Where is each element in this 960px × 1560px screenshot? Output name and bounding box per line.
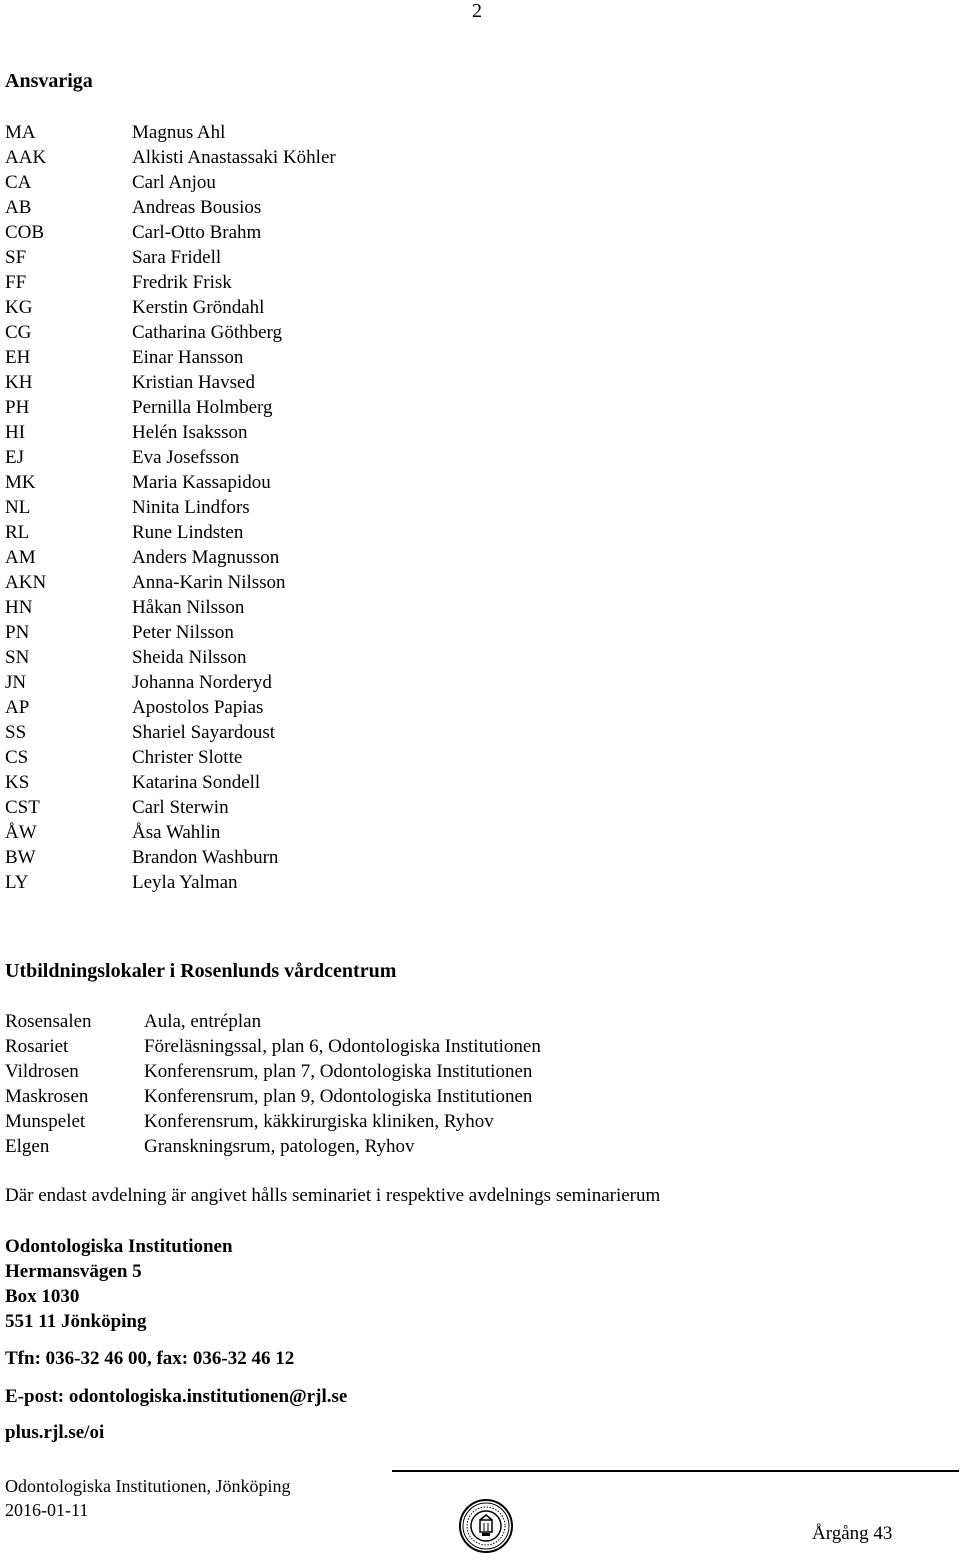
room-row (5, 1009, 541, 1034)
responsible-name: Maria Kassapidou (132, 472, 271, 493)
responsible-code: LY (5, 872, 29, 893)
responsible-row (5, 345, 336, 370)
room-place: Aula, entréplan (144, 1011, 262, 1032)
responsible-row (5, 370, 336, 395)
room-name: Munspelet (5, 1111, 86, 1132)
room-place: Konferensrum, plan 7, Odontologiska Institutionen (144, 1061, 533, 1082)
responsible-row (5, 720, 336, 745)
responsible-row (5, 445, 336, 470)
responsible-code: FF (5, 272, 27, 293)
responsible-row (5, 270, 336, 295)
contact-street: Hermansvägen 5 (5, 1261, 142, 1282)
responsible-name: Peter Nilsson (132, 622, 234, 643)
responsible-row (5, 870, 336, 895)
responsible-row (5, 820, 336, 845)
responsible-row (5, 220, 336, 245)
rooms-list (5, 1009, 541, 1159)
responsible-code: PN (5, 622, 30, 643)
responsible-name: Carl Sterwin (132, 797, 229, 818)
responsible-code: EH (5, 347, 31, 368)
responsible-name: Apostolos Papias (132, 697, 264, 718)
responsible-code: COB (5, 222, 45, 243)
responsible-code: HN (5, 597, 33, 618)
responsible-name: Shariel Sayardoust (132, 722, 276, 743)
responsible-row (5, 595, 336, 620)
responsible-name: Brandon Washburn (132, 847, 279, 868)
responsible-code: HI (5, 422, 26, 443)
responsible-code: KH (5, 372, 33, 393)
responsible-row (5, 620, 336, 645)
room-row (5, 1034, 541, 1059)
institution-seal-icon (458, 1498, 514, 1554)
responsible-name: Eva Josefsson (132, 447, 240, 468)
responsible-code: CS (5, 747, 29, 768)
room-place: Föreläsningssal, plan 6, Odontologiska Institutionen (144, 1036, 541, 1057)
contact-phone: Tfn: 036-32 46 00, fax: 036-32 46 12 (5, 1348, 295, 1369)
ansvariga-list (5, 120, 336, 895)
responsible-code: KG (5, 297, 33, 318)
responsible-name: Helén Isaksson (132, 422, 248, 443)
responsible-name: Einar Hansson (132, 347, 244, 368)
footer-org: Odontologiska Institutionen, Jönköping (5, 1476, 291, 1496)
responsible-row (5, 570, 336, 595)
responsible-row (5, 195, 336, 220)
responsible-code: EJ (5, 447, 24, 468)
responsible-name: Katarina Sondell (132, 772, 261, 793)
room-row (5, 1109, 541, 1134)
responsible-name: Fredrik Frisk (132, 272, 232, 293)
ansvariga-heading: Ansvariga (5, 70, 93, 92)
responsible-row (5, 845, 336, 870)
responsible-code: AB (5, 197, 32, 218)
responsible-name: Andreas Bousios (132, 197, 262, 218)
responsible-name: Kerstin Gröndahl (132, 297, 265, 318)
room-name: Rosariet (5, 1036, 69, 1057)
seminar-note: Där endast avdelning är angivet hålls seminariet i respektive avdelnings seminarierum (5, 1185, 661, 1206)
room-place: Granskningsrum, patologen, Ryhov (144, 1136, 415, 1157)
responsible-name: Pernilla Holmberg (132, 397, 273, 418)
responsible-name: Leyla Yalman (132, 872, 238, 893)
responsible-name: Kristian Havsed (132, 372, 255, 393)
responsible-row (5, 145, 336, 170)
responsible-name: Alkisti Anastassaki Köhler (132, 147, 336, 168)
responsible-row (5, 170, 336, 195)
responsible-name: Åsa Wahlin (132, 822, 221, 843)
room-name: Rosensalen (5, 1011, 92, 1032)
responsible-name: Sara Fridell (132, 247, 222, 268)
responsible-row (5, 420, 336, 445)
responsible-code: CA (5, 172, 32, 193)
responsible-name: Håkan Nilsson (132, 597, 245, 618)
room-place: Konferensrum, plan 9, Odontologiska Institutionen (144, 1086, 533, 1107)
responsible-row (5, 695, 336, 720)
responsible-code: ÅW (5, 822, 37, 843)
page-number: 2 (472, 0, 482, 22)
responsible-row (5, 470, 336, 495)
responsible-row (5, 670, 336, 695)
room-row (5, 1059, 541, 1084)
responsible-name: Sheida Nilsson (132, 647, 247, 668)
responsible-code: AM (5, 547, 36, 568)
responsible-code: MK (5, 472, 36, 493)
responsible-name: Catharina Göthberg (132, 322, 283, 343)
responsible-name: Christer Slotte (132, 747, 243, 768)
responsible-name: Ninita Lindfors (132, 497, 250, 518)
responsible-code: RL (5, 522, 30, 543)
responsible-name: Carl-Otto Brahm (132, 222, 262, 243)
responsible-name: Carl Anjou (132, 172, 216, 193)
responsible-code: AAK (5, 147, 47, 168)
room-row (5, 1134, 541, 1159)
room-name: Elgen (5, 1136, 50, 1157)
responsible-name: Johanna Norderyd (132, 672, 272, 693)
responsible-code: JN (5, 672, 27, 693)
contact-institution: Odontologiska Institutionen (5, 1236, 233, 1257)
responsible-code: AKN (5, 572, 47, 593)
responsible-code: NL (5, 497, 31, 518)
responsible-code: BW (5, 847, 36, 868)
responsible-row (5, 520, 336, 545)
responsible-row (5, 545, 336, 570)
responsible-name: Rune Lindsten (132, 522, 244, 543)
responsible-code: CST (5, 797, 40, 818)
footer-rule (392, 1470, 959, 1472)
contact-email[interactable]: E-post: odontologiska.institutionen@rjl.se (5, 1386, 348, 1407)
responsible-name: Anna-Karin Nilsson (132, 572, 286, 593)
year-label: Årgång 43 (812, 1523, 893, 1544)
responsible-code: SN (5, 647, 30, 668)
responsible-row (5, 120, 336, 145)
responsible-row (5, 245, 336, 270)
responsible-row (5, 295, 336, 320)
room-name: Vildrosen (5, 1061, 79, 1082)
responsible-code: CG (5, 322, 32, 343)
responsible-code: SF (5, 247, 27, 268)
responsible-name: Anders Magnusson (132, 547, 280, 568)
responsible-name: Magnus Ahl (132, 122, 226, 143)
room-name: Maskrosen (5, 1086, 89, 1107)
footer-date: 2016-01-11 (5, 1500, 89, 1520)
responsible-row (5, 745, 336, 770)
responsible-row (5, 495, 336, 520)
responsible-code: MA (5, 122, 36, 143)
contact-box: Box 1030 (5, 1286, 80, 1307)
lokaler-heading: Utbildningslokaler i Rosenlunds vårdcentrum (5, 960, 397, 982)
contact-web[interactable]: plus.rjl.se/oi (5, 1422, 105, 1443)
responsible-row (5, 770, 336, 795)
responsible-row (5, 320, 336, 345)
responsible-code: KS (5, 772, 30, 793)
room-place: Konferensrum, käkkirurgiska kliniken, Ryhov (144, 1111, 494, 1132)
responsible-row (5, 645, 336, 670)
contact-postal: 551 11 Jönköping (5, 1311, 147, 1332)
responsible-row (5, 795, 336, 820)
responsible-code: AP (5, 697, 30, 718)
responsible-code: SS (5, 722, 27, 743)
room-row (5, 1084, 541, 1109)
responsible-row (5, 395, 336, 420)
responsible-code: PH (5, 397, 30, 418)
